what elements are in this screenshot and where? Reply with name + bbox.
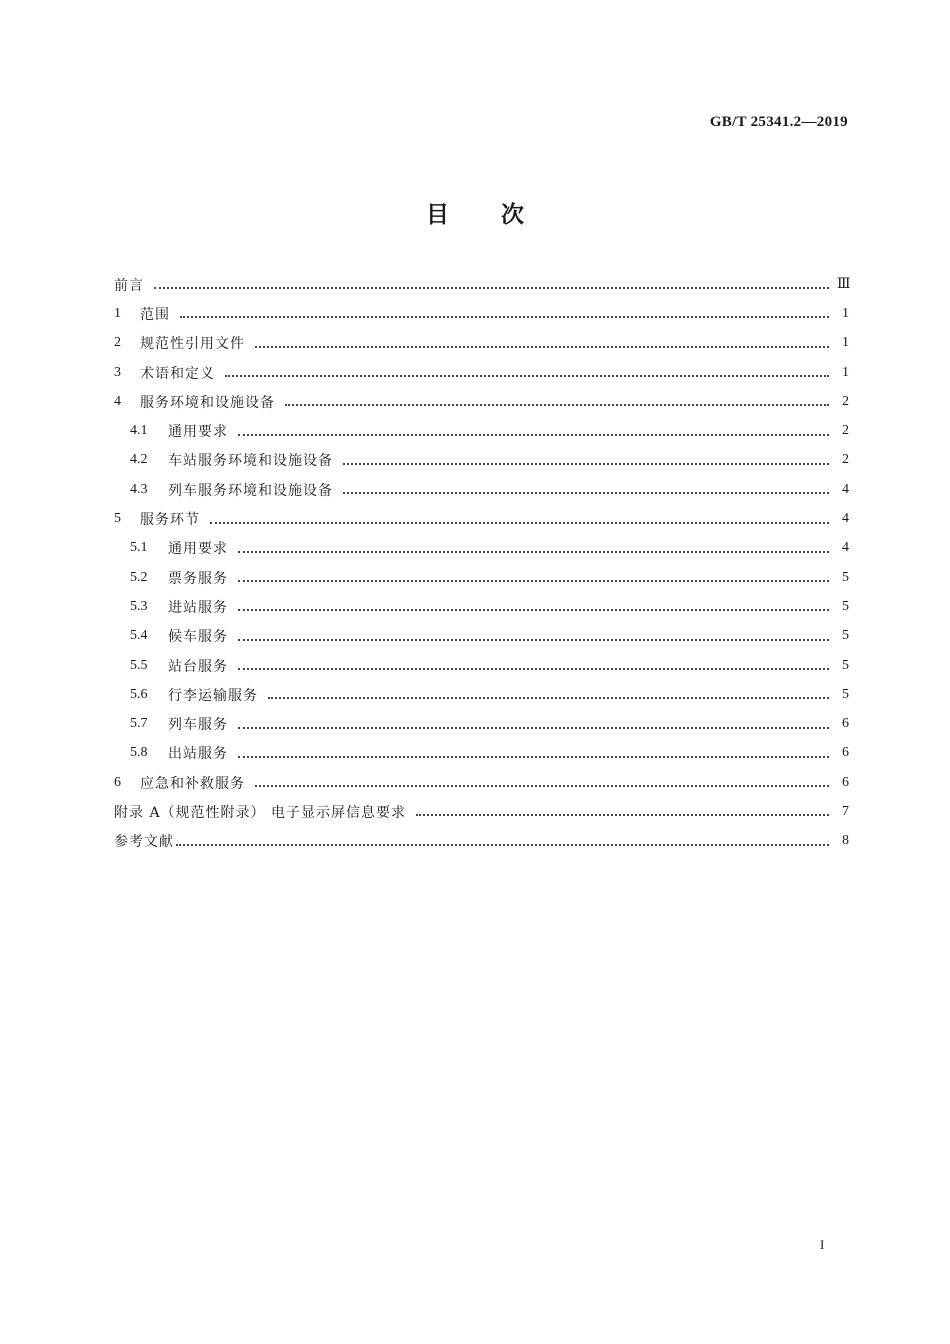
title-char-2: 次 xyxy=(501,202,524,228)
toc-entry-label: 列车服务 xyxy=(168,717,228,734)
toc-leader-dots xyxy=(238,550,829,553)
toc-entry-page: 5 xyxy=(842,686,849,702)
toc-entry-foreword[interactable] xyxy=(114,270,849,299)
toc-entry-page: 5 xyxy=(842,598,849,614)
toc-entry-label: 规范性引用文件 xyxy=(140,336,245,353)
toc-entry-3[interactable] xyxy=(114,358,849,387)
toc-leader-dots xyxy=(343,462,829,465)
toc-entry-page: 1 xyxy=(842,305,849,321)
toc-leader-dots xyxy=(210,521,829,524)
toc-leader-dots xyxy=(268,696,829,699)
toc-entry-label: 应急和补救服务 xyxy=(140,775,245,792)
toc-entry-number: 5.4 xyxy=(130,628,148,644)
toc-leader-dots xyxy=(255,784,829,787)
toc-entry-label: 站台服务 xyxy=(168,658,228,675)
toc-entry-page: 2 xyxy=(842,452,849,468)
toc-entry-5[interactable] xyxy=(114,504,849,533)
toc-entry-number: 2 xyxy=(114,335,121,351)
toc-entry-5-7[interactable] xyxy=(114,709,849,738)
toc-entry-5-5[interactable] xyxy=(114,651,849,680)
toc-entry-page: 7 xyxy=(842,803,849,819)
toc-entry-4-2[interactable] xyxy=(114,446,849,475)
toc-entry-5-4[interactable] xyxy=(114,622,849,651)
toc-entry-label: 候车服务 xyxy=(168,629,228,646)
toc-entry-page: 6 xyxy=(842,745,849,761)
toc-entry-4-1[interactable] xyxy=(114,416,849,445)
toc-entry-4[interactable] xyxy=(114,387,849,416)
toc-leader-dots xyxy=(255,345,829,348)
toc-entry-label: 服务环节 xyxy=(140,512,200,529)
toc-entry-number: 5.5 xyxy=(130,657,148,673)
toc-entry-label: 服务环境和设施设备 xyxy=(140,394,275,411)
toc-entry-number: 5.8 xyxy=(130,745,148,761)
toc-entry-page: 2 xyxy=(842,393,849,409)
toc-entry-label: 参考文献 xyxy=(114,834,174,851)
toc-entry-1[interactable] xyxy=(114,299,849,328)
toc-entry-page: 2 xyxy=(842,423,849,439)
toc-entry-page: 1 xyxy=(842,335,849,351)
table-of-contents xyxy=(114,270,849,856)
toc-entry-number: 1 xyxy=(114,305,121,321)
toc-entry-number: 4.3 xyxy=(130,481,148,497)
toc-entry-number: 5.2 xyxy=(130,569,148,585)
toc-entry-page: 5 xyxy=(842,569,849,585)
toc-leader-dots xyxy=(416,813,829,816)
toc-entry-label: 出站服务 xyxy=(168,746,228,763)
toc-entry-page: 4 xyxy=(842,511,849,527)
toc-leader-dots xyxy=(238,726,829,729)
toc-leader-dots xyxy=(238,667,829,670)
toc-entry-page: 6 xyxy=(842,774,849,790)
title-char-1: 目 xyxy=(426,202,449,228)
toc-entry-2[interactable] xyxy=(114,329,849,358)
toc-entry-label: 通用要求 xyxy=(168,424,228,441)
toc-entry-number: 6 xyxy=(114,774,121,790)
toc-entry-number: 4.2 xyxy=(130,452,148,468)
toc-entry-page: 8 xyxy=(842,833,849,849)
toc-entry-appendix-a[interactable] xyxy=(114,797,849,826)
toc-leader-dots xyxy=(238,608,829,611)
toc-entry-page: Ⅲ xyxy=(837,277,851,293)
toc-leader-dots xyxy=(180,315,829,318)
toc-entry-5-8[interactable] xyxy=(114,739,849,768)
toc-entry-5-3[interactable] xyxy=(114,592,849,621)
toc-entry-label: 进站服务 xyxy=(168,599,228,616)
toc-entry-references[interactable] xyxy=(114,827,849,856)
toc-entry-page: 4 xyxy=(842,540,849,556)
toc-leader-dots xyxy=(238,638,829,641)
toc-entry-number: 5.7 xyxy=(130,716,148,732)
toc-entry-number: 5.1 xyxy=(130,540,148,556)
toc-entry-page: 4 xyxy=(842,481,849,497)
toc-entry-label: 票务服务 xyxy=(168,570,228,587)
toc-entry-number: 3 xyxy=(114,364,121,380)
standard-number: GB/T 25341.2—2019 xyxy=(709,114,848,130)
toc-leader-dots xyxy=(154,286,829,289)
toc-entry-page: 6 xyxy=(842,716,849,732)
toc-entry-number: 4 xyxy=(114,393,121,409)
toc-entry-label: 范围 xyxy=(140,306,170,323)
toc-leader-dots xyxy=(176,843,829,846)
toc-entry-number: 5 xyxy=(114,511,121,527)
toc-entry-label: 术语和定义 xyxy=(140,365,215,382)
toc-entry-page: 1 xyxy=(842,364,849,380)
toc-entry-label: 附录 A（规范性附录） 电子显示屏信息要求 xyxy=(114,804,407,821)
toc-entry-4-3[interactable] xyxy=(114,475,849,504)
toc-leader-dots xyxy=(238,433,829,436)
toc-entry-label: 车站服务环境和设施设备 xyxy=(168,453,333,470)
toc-entry-label: 列车服务环境和设施设备 xyxy=(168,482,333,499)
toc-entry-label: 行李运输服务 xyxy=(168,687,258,704)
toc-leader-dots xyxy=(238,579,829,582)
page-title xyxy=(0,196,950,229)
toc-entry-number: 4.1 xyxy=(130,423,148,439)
toc-leader-dots xyxy=(225,374,829,377)
toc-entry-number: 5.6 xyxy=(130,686,148,702)
toc-entry-5-1[interactable] xyxy=(114,534,849,563)
toc-entry-5-2[interactable] xyxy=(114,563,849,592)
toc-entry-5-6[interactable] xyxy=(114,680,849,709)
toc-leader-dots xyxy=(238,755,829,758)
toc-entry-page: 5 xyxy=(842,657,849,673)
toc-entry-page: 5 xyxy=(842,628,849,644)
toc-entry-label: 前言 xyxy=(114,277,144,294)
toc-leader-dots xyxy=(285,403,829,406)
page-number: I xyxy=(820,1237,825,1252)
toc-leader-dots xyxy=(343,491,829,494)
toc-entry-number: 5.3 xyxy=(130,598,148,614)
toc-entry-label: 通用要求 xyxy=(168,541,228,558)
toc-entry-6[interactable] xyxy=(114,768,849,797)
